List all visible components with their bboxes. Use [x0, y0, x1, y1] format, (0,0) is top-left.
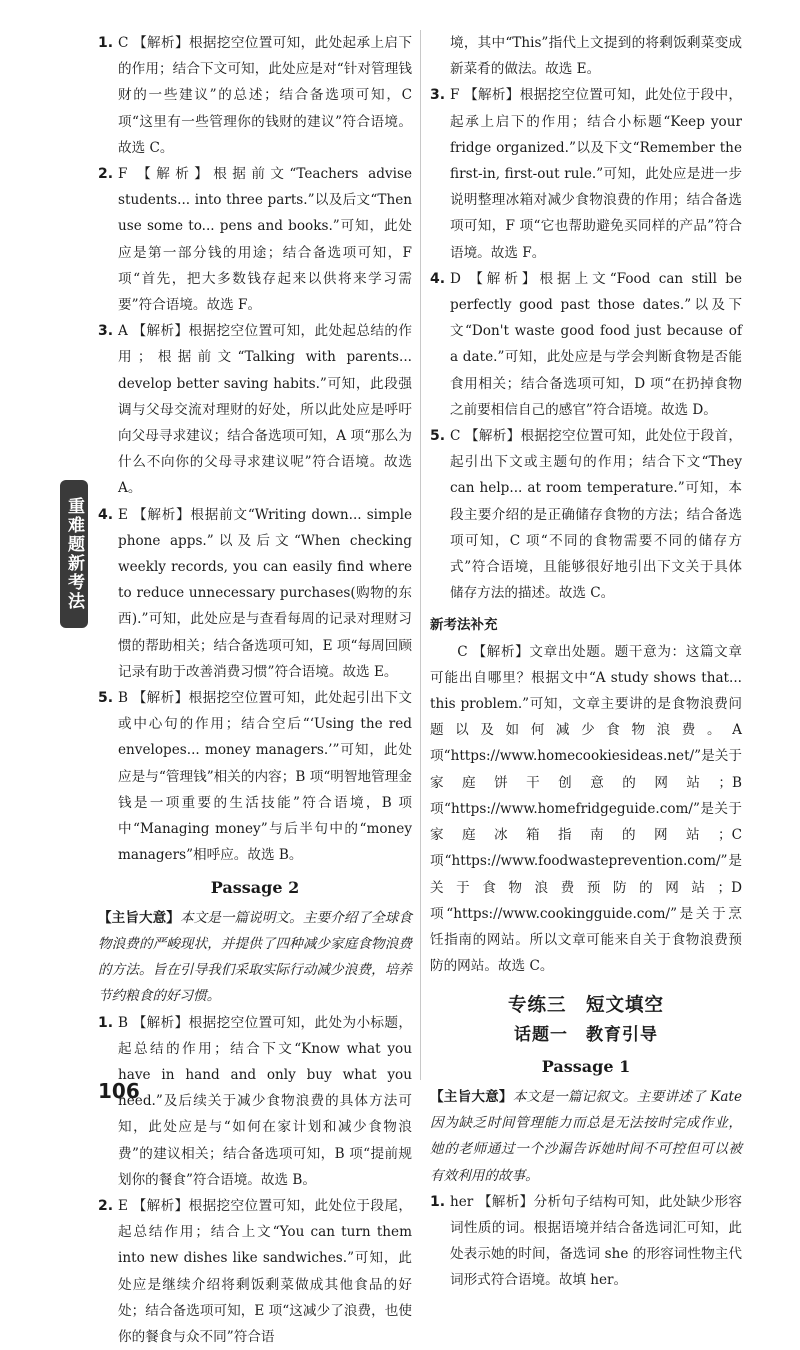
passage-2-summary: 【主旨大意】本文是一篇说明文。主要介绍了全球食物浪费的严峻现状，并提供了四种减少家庭食物浪费的方法。旨在引导我们采取实际行动减少浪费，培养节约粮食的好习惯。: [98, 909, 413, 1005]
answer-list-right: [430, 82, 742, 606]
supplement-text: C 【解析】文章出处题。题干意为：这篇文章可能出自哪里？根据文中“A study shows that... this problem.”可知，文章主要讲的是食物浪费问题以及如何减少食物浪费。A 项“https://www.homecookiesideas.net/”是关于家庭饼干创意的网站；B 项“https://www.homefridgeguide.com/”是关于家庭冰箱指南的网站；C 项“https://www.foodwasteprevention.com/”是关于食物浪费预防的网站；D 项“https://www.cookingguide.com/”是关于烹饪指南的网站。所以文章可能来自关于食物浪费预防的网站。故选 C。: [430, 643, 742, 975]
exercise-title: 专练三 短文填空: [507, 995, 664, 1017]
answer-item: 2. E 【解析】根据挖空位置可知，此处位于段尾，起总结作用；结合上文“You can turn them into new dishes like sandwiches.”可知，此处应是继续介绍将剩饭剩菜做成其他食品的好处；结合备选项可知，E 项“这减少了浪费，也使你的餐食与众不同”符合语: [98, 1197, 412, 1345]
answer-item: 3. A 【解析】根据挖空位置可知，此处起总结的作用；根据前文“Talking with parents... develop better saving habits.”可知，此段强调与父母交流对理财的好处，所以此处应是呼吁向父母寻求建议；结合备选项可知，A 项“那么为什么不向你的父母寻求建议呢”符合语境。故选 A。: [98, 323, 412, 497]
answer-item: 5. C 【解析】根据挖空位置可知，此处位于段首，起引出下文或主题句的作用；结合下文“They can help... at room temperature.”可知，本段主要介绍的是正确储存食物的方法；结合备选项可知，C 项“不同的食物需要不同的储存方式”符合语境，且能够很好地引出下文关于具体储存方法的描述。故选 C。: [430, 428, 742, 602]
page-number: 106: [98, 1079, 140, 1103]
answer-item: 1. her 【解析】分析句子结构可知，此处缺少形容词性质的词。根据语境并结合备选词汇可知，此处表示她的时间，备选词 she 的形容词性物主代词形式符合语境。故填 her。: [430, 1193, 742, 1289]
answer-item: 4. E 【解析】根据前文“Writing down... simple phone apps.”以及后文“When checking weekly records, you can easily find where to reduce unnecessary purchases(购物的东西).”可知，此处应是与查看每周的记录对理财习惯的帮助相关；结合备选项可知，E 项“每周回顾记录有助于改善消费习惯”符合语境。故选 E。: [98, 506, 412, 680]
passage-1-summary: 【主旨大意】本文是一篇记叙文。主要讲述了 Kate 因为缺乏时间管理能力而总是无法按时完成作业，她的老师通过一个沙漏告诉她时间不可控但可以被有效利用的故事。: [430, 1088, 742, 1184]
passage-1-title: Passage 1: [541, 1056, 631, 1076]
passage-2-title: Passage 2: [210, 877, 300, 897]
answer-item: 1. C 【解析】根据挖空位置可知，此处起承上启下的作用；结合下文可知，此处应是对“针对管理钱财的一些建议”的总述；结合备选项可知，C 项“这里有一些管理你的钱财的建议”符合语境。故选 C。: [98, 35, 412, 156]
left-column: [98, 30, 412, 1350]
answer-item: 5. B 【解析】根据挖空位置可知，此处起引出下文或中心句的作用；结合空后“‘Using the red envelopes... money managers.’”可知，此处应是与“管理钱”相关的内容；B 项“明智地管理金钱是一项重要的生活技能”符合语境，B 项中“Managing money”与后半句中的“money managers”相呼应。故选 B。: [98, 690, 412, 864]
answer-list-part2: [98, 1010, 412, 1350]
answer-list-part1: [98, 30, 412, 869]
continuation-text: 境，其中“This”指代上文提到的将剩饭剩菜变成新菜肴的做法。故选 E。: [450, 35, 742, 78]
answer-item: 3. F 【解析】根据挖空位置可知，此处位于段中，起承上启下的作用；结合小标题“Keep your fridge organized.”以及下文“Remember the first-in, first-out rule.”可知，此处应是进一步说明整理冰箱对减少食物浪费的作用；结合备选项可知，F 项“它也帮助避免买同样的产品”符合语境。故选 F。: [430, 87, 742, 261]
answer-item: 1. B 【解析】根据挖空位置可知，此处为小标题，起总结的作用；结合下文“Know what you have in hand and only buy what you need.”及后续关于减少食物浪费的具体方法可知，此处应是与“如何在家计划和减少食物浪费”的建议相关；结合备选项可知，B 项“提前规划你的餐食”符合语境。故选 B。: [98, 1014, 412, 1188]
column-divider: [420, 30, 421, 1080]
right-column: [430, 30, 742, 1294]
section-heading: 新考法补充: [430, 617, 498, 634]
answer-item: 2. F 【解析】根据前文“Teachers advise students... into three parts.”以及后文“Then use some to... pens and books.”可知，此处应是第一部分钱的用途；结合备选项可知，F 项“首先，把大多数钱存起来以供将来学习需要”符合语境。故选 F。: [98, 166, 412, 314]
side-tab: 重难题新考法: [60, 480, 88, 628]
topic-title: 话题一 教育引导: [514, 1024, 658, 1045]
answer-item: 4. D 【解析】根据上文“Food can still be perfectly good past those dates.”以及下文“Don't waste good food just because of a date.”可知，此处应是与学会判断食物是否能食用相关；结合备选项可知，D 项“在扔掉食物之前要相信自己的感官”符合语境。故选 D。: [430, 270, 742, 418]
